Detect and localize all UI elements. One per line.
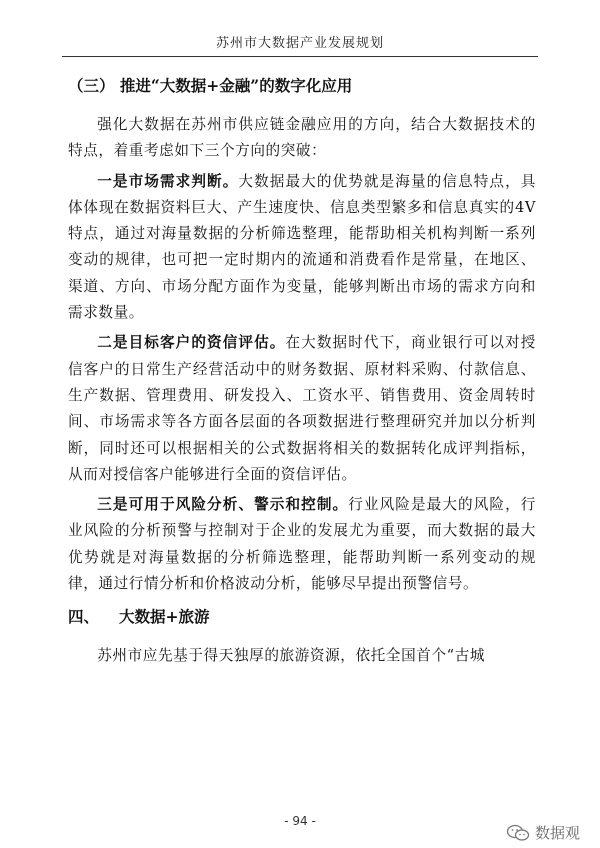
section-title: 大数据+旅游 [119,607,210,627]
watermark [506,822,580,843]
body-text: 行业风险是最大的风险，行业风险的分析预警与控制对于企业的发展尤为重要，而大数据的最大优势就是对海量数据的分析筛选整理，能帮助判断一系列变动的规律，通过行情分析和价格波动分析，能够尽早提出预警信号。 [68,496,536,593]
lead-text: 三是可用于风险分析、警示和控制。 [97,496,349,514]
paragraph-credit-assessment [68,330,536,488]
body-text: 在大数据时代下，商业银行可以对授信客户的日常生产经营活动中的财务数据、原材料采购、付款信息、生产数据、管理费用、研发投入、工资水平、销售费用、资金周转时间、市场需求等各方面各层面的各项数据进行整理研究并加以分析判断，同时还可以根据相关的公式数据将相关的数据转化成评判指标，从而对授信客户能够进行全面的资信评估。 [68,334,537,483]
paragraph-market-demand [68,169,536,327]
header-divider [62,56,538,57]
paragraph-risk-control [68,492,536,597]
lead-text: 一是市场需求判断。 [97,172,239,190]
body-text: 大数据最大的优势就是海量的信息特点，具体体现在数据资料巨大、产生速度快、信息类型繁多和信息真实的4V特点，通过对海量数据的分析筛选整理，能帮助相关机构判断一系列变动的规律，也可把一定时期内的流通和消费看作是常量，在地区、渠道、方向、市场分配方面作为变量，能够判断出市场的需求方向和需求数量。 [68,172,536,322]
paragraph-tourism: 苏州市应先基于得天独厚的旅游资源，依托全国首个“古城 [97,647,486,665]
page-header-title: 苏州市大数据产业发展规划 [215,36,384,51]
section-number: 四、 [68,607,100,627]
page-content [68,74,536,670]
section-heading: （三） 推进“大数据+金融”的数字化应用 [68,76,353,95]
watermark-label: 数据观 [534,824,580,842]
section-heading [68,605,536,629]
section-intro: 强化大数据在苏州市供应链金融应用的方向，结合大数据技术的特点，着重考虑如下三个方向的突破： [68,116,536,160]
wechat-icon [506,824,530,842]
page-number: - 94 - [284,814,316,828]
lead-text: 二是目标客户的资信评估。 [97,334,286,352]
